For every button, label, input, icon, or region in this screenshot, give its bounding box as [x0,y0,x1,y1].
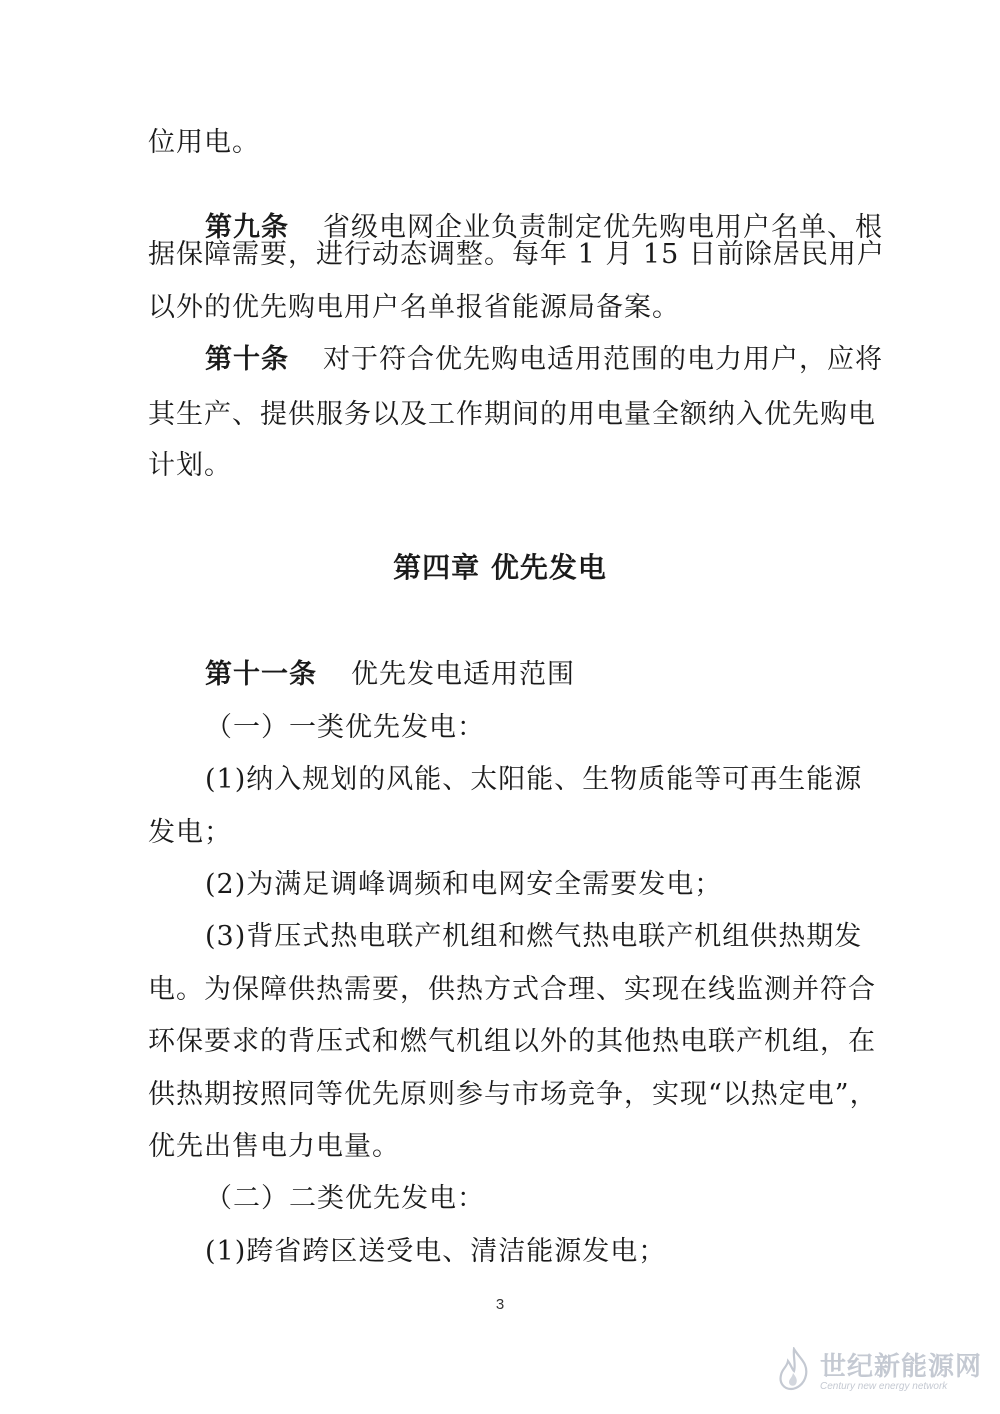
text-line: 以外的优先购电用户名单报省能源局备案。 [148,292,680,323]
list-item: 发电； [148,817,232,848]
text-line: 据保障需要，进行动态调整。每年 1 月 15 日前除居民用户 [148,239,885,270]
list-item: 供热期按照同等优先原则参与市场竞争，实现“以热定电”， [148,1079,878,1110]
text-line: 计划。 [148,450,232,481]
list-item: 环保要求的背压式和燃气机组以外的其他热电联产机组，在 [148,1026,876,1057]
text-line: 其生产、提供服务以及工作期间的用电量全额纳入优先购电 [148,399,876,430]
list-item: (1)纳入规划的风能、太阳能、生物质能等可再生能源 [205,764,863,795]
page-number: 3 [495,1296,505,1313]
text-line: 位用电。 [148,127,260,158]
article-11-text: 优先发电适用范围 [351,659,575,690]
article-11-label: 第十一条 [205,659,317,690]
list-item: 电。为保障供热需要，供热方式合理、实现在线监测并符合 [148,974,876,1005]
watermark-title: 世纪新能源网 [819,1352,982,1382]
watermark [774,1346,982,1392]
watermark-subtitle: Century new energy network [819,1381,948,1392]
chapter-heading: 第四章 优先发电 [393,551,607,584]
article-9-text: 省级电网企业负责制定优先购电用户名单、根 [323,212,883,243]
list-item: (2)为满足调峰调频和电网安全需要发电； [205,869,723,900]
list-item: （一）一类优先发电： [205,712,485,743]
list-item: (1)跨省跨区送受电、清洁能源发电； [205,1236,667,1267]
flame-logo-icon [774,1347,814,1391]
list-item: (3)背压式热电联产机组和燃气热电联产机组供热期发 [205,921,863,952]
article-10-text: 对于符合优先购电适用范围的电力用户，应将 [323,344,883,375]
article-9-label: 第九条 [205,212,289,243]
article-10-label: 第十条 [205,344,289,375]
article-10-first-line [205,344,883,375]
list-item: （二）二类优先发电： [205,1183,485,1214]
article-11-line [205,660,905,690]
list-item: 优先出售电力电量。 [148,1131,400,1162]
